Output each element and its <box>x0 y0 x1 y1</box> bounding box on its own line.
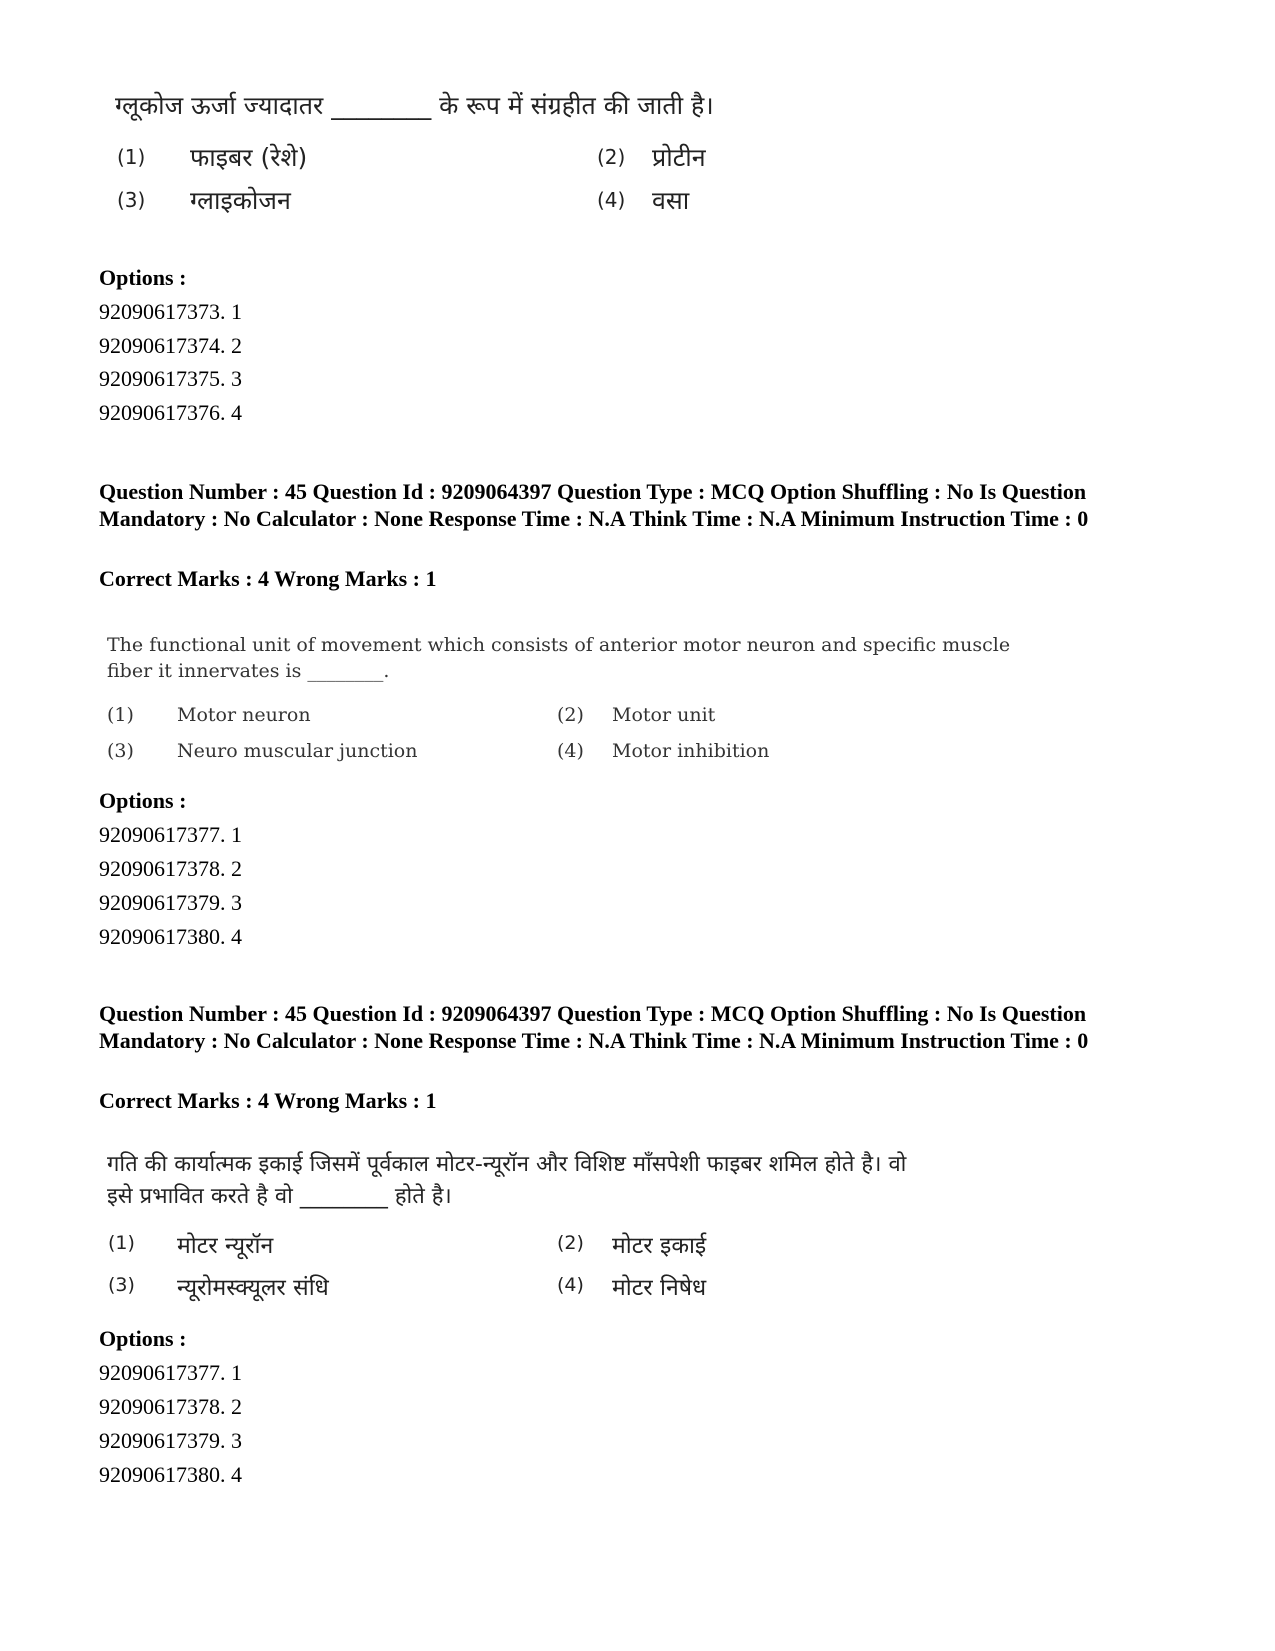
option-item: 92090617375. 3 <box>99 366 242 391</box>
options-heading: Options : <box>99 788 187 813</box>
choice-text: Motor neuron <box>177 704 311 726</box>
choice-number: (4) <box>557 1274 584 1296</box>
option-item: 92090617379. 3 <box>99 890 242 915</box>
question-stem: गति की कार्यात्मक इकाई जिसमें पूर्वकाल मोटर-न्यूरॉन और विशिष्ट माँसपेशी फाइबर शमिल होते है। वो <box>107 1152 907 1177</box>
choice-number: (3) <box>107 740 134 762</box>
options-heading: Options : <box>99 265 187 290</box>
choice-text: मोटर निषेध <box>612 1275 707 1301</box>
choice-text: प्रोटीन <box>652 143 706 172</box>
option-item: 92090617377. 1 <box>99 822 242 847</box>
option-item: 92090617373. 1 <box>99 299 242 324</box>
choice-text: मोटर इकाई <box>612 1233 707 1259</box>
choice-text: ग्लाइकोजन <box>190 186 291 215</box>
choice-text: मोटर न्यूरॉन <box>177 1233 274 1259</box>
choice-number: (2) <box>597 145 626 169</box>
option-item: 92090617380. 4 <box>99 1462 242 1487</box>
option-item: 92090617380. 4 <box>99 924 242 949</box>
choice-number: (3) <box>117 188 146 212</box>
choice-number: (3) <box>108 1274 135 1296</box>
choice-text: न्यूरोमस्क्यूलर संधि <box>177 1275 329 1301</box>
option-item: 92090617377. 1 <box>99 1360 242 1385</box>
choice-text: फाइबर (रेशे) <box>190 143 308 172</box>
choice-number: (2) <box>557 1232 584 1254</box>
choice-text: Motor unit <box>612 704 716 726</box>
question-stem: ग्लूकोज ऊर्जा ज्यादातर ________ के रूप में संग्रहीत की जाती है। <box>115 91 714 120</box>
question-stem: The functional unit of movement which consists of anterior motor neuron and specific muscle <box>107 634 1011 656</box>
choice-number: (4) <box>597 188 626 212</box>
choice-number: (1) <box>107 704 134 726</box>
question-meta: Question Number : 45 Question Id : 9209064397 Question Type : MCQ Option Shuffling : No Is Question Mandatory : No Calculator : None Response Time : N.A Think Time : N.A Minimum Instruction Time : 0 <box>99 1001 1089 1053</box>
option-item: 92090617378. 2 <box>99 1394 242 1419</box>
choice-number: (2) <box>557 704 584 726</box>
choice-number: (1) <box>117 145 146 169</box>
options-heading: Options : <box>99 1326 187 1351</box>
choice-number: (1) <box>108 1232 135 1254</box>
choice-text: वसा <box>652 186 690 215</box>
option-item: 92090617374. 2 <box>99 333 242 358</box>
question-marks: Correct Marks : 4 Wrong Marks : 1 <box>99 1088 437 1113</box>
choice-text: Motor inhibition <box>612 740 770 762</box>
option-item: 92090617378. 2 <box>99 856 242 881</box>
option-item: 92090617376. 4 <box>99 400 242 425</box>
choice-number: (4) <box>557 740 584 762</box>
question-stem: fiber it innervates is ________. <box>107 660 390 682</box>
question-stem: इसे प्रभावित करते है वो ________ होते है। <box>107 1184 452 1209</box>
choice-text: Neuro muscular junction <box>177 740 418 762</box>
question-marks: Correct Marks : 4 Wrong Marks : 1 <box>99 566 437 591</box>
option-item: 92090617379. 3 <box>99 1428 242 1453</box>
question-meta: Question Number : 45 Question Id : 9209064397 Question Type : MCQ Option Shuffling : No Is Question Mandatory : No Calculator : None Response Time : N.A Think Time : N.A Minimum Instruction Time : 0 <box>99 479 1089 531</box>
